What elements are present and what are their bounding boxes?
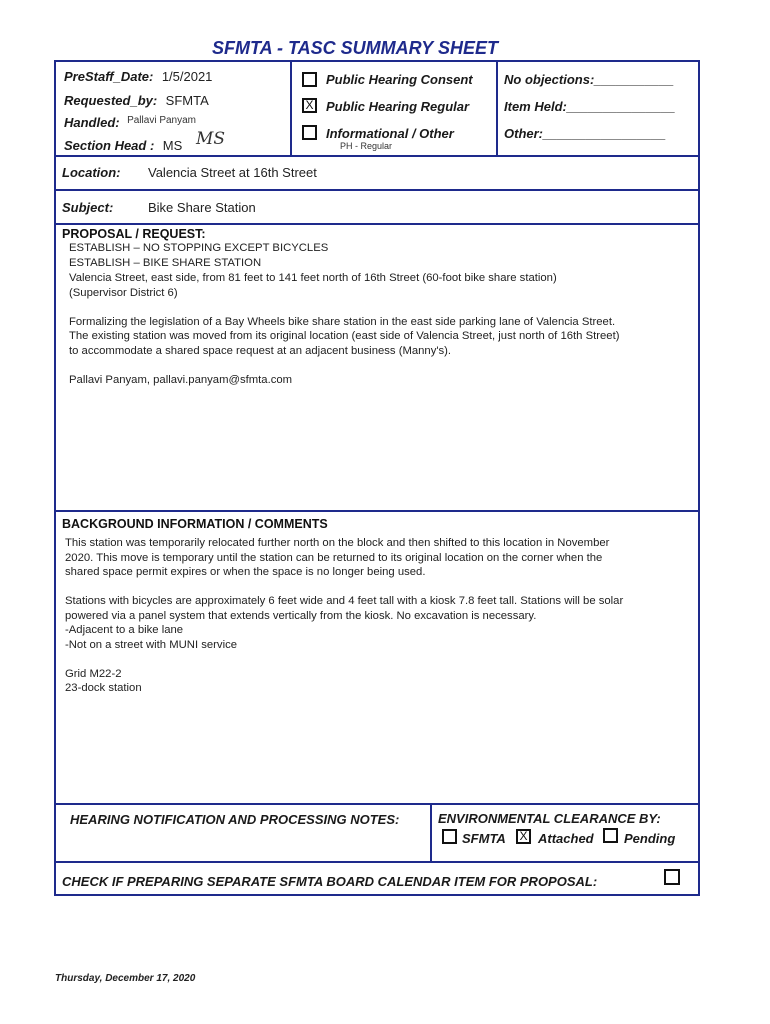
background-text: This station was temporarily relocated further north on the block and then shifted to this location in November 2020. This move is temporary until the station can be returned to its original location on the corner when the shared space permit expires or when the space is no longer being used. Stations with bicycles are approximately 6 feet wide and 4 feet tall with a kiosk 7.8 feet tall. Stations will be solar powered via a panel system that extends vertically from the kiosk. No excavation is necessary. -Adjacent to a bike lane -Not on a street with MUNI service Grid M22-2 23-dock station <box>65 537 624 694</box>
consent-checkbox[interactable] <box>302 72 317 87</box>
notes-divider <box>430 803 432 862</box>
env-attached-checkbox[interactable]: X <box>516 829 531 844</box>
subject-bottom-line <box>54 223 700 225</box>
proposal-text: Valencia Street, east side, from 81 feet to 141 feet north of 16th Street (60-foot bike share station) (Supervisor District 6) Formalizing the legislation of a Bay Wheels bike share station in the east side parking lane of Valencia Street. The existing station was moved from its original location (east side of Valencia Street, just north of 16th Street) to accommodate a shared space request at an adjacent business (Manny's). Pallavi Panyam, pallavi.panyam@sfmta.com <box>69 272 620 386</box>
background-heading: BACKGROUND INFORMATION / COMMENTS <box>62 517 328 531</box>
header-divider-2 <box>496 60 498 156</box>
location-bottom-line <box>54 189 700 191</box>
section-head-label: Section Head : <box>64 138 155 153</box>
prestaff-date-label: PreStaff_Date: <box>64 69 154 84</box>
prestaff-date-row <box>64 68 212 86</box>
section-head-signature: MS <box>196 129 226 149</box>
location-value: Valencia Street at 16th Street <box>148 165 317 180</box>
env-attached-label: Attached <box>538 831 594 846</box>
background-bottom-line <box>54 803 700 805</box>
requested-by-value: SFMTA <box>165 93 209 108</box>
prestaff-date-value: 1/5/2021 <box>161 69 213 84</box>
env-pending-checkbox[interactable] <box>603 828 618 843</box>
item-held-field: Item Held:_______________ <box>504 99 676 114</box>
proposal-line-1: ESTABLISH – NO STOPPING EXCEPT BICYCLES <box>69 242 329 254</box>
form-frame <box>54 60 700 896</box>
board-calendar-checkbox[interactable] <box>664 869 680 885</box>
proposal-heading: PROPOSAL / REQUEST: <box>62 227 206 241</box>
informational-checkbox[interactable] <box>302 125 317 140</box>
env-sfmta-label: SFMTA <box>462 831 506 846</box>
no-objections-field: No objections:___________ <box>504 72 674 87</box>
requested-by-row <box>64 92 209 110</box>
consent-label: Public Hearing Consent <box>326 72 473 87</box>
requested-by-label: Requested_by: <box>64 93 158 108</box>
proposal-line-2: ESTABLISH – BIKE SHARE STATION <box>69 257 262 269</box>
section-head-row <box>64 137 182 155</box>
footer-date: Thursday, December 17, 2020 <box>55 973 196 984</box>
handled-label: Handled: <box>64 115 120 130</box>
board-calendar-label: CHECK IF PREPARING SEPARATE SFMTA BOARD CALENDAR ITEM FOR PROPOSAL: <box>62 874 598 889</box>
other-field: Other:_________________ <box>504 126 666 141</box>
handled-row <box>64 114 196 132</box>
sheet-title: SFMTA - TASC SUMMARY SHEET <box>211 38 498 58</box>
env-sfmta-checkbox[interactable] <box>442 829 457 844</box>
env-pending-label: Pending <box>624 831 676 846</box>
subject-label: Subject: <box>62 200 114 215</box>
location-label: Location: <box>62 165 121 180</box>
env-clearance-label: ENVIRONMENTAL CLEARANCE BY: <box>438 811 661 826</box>
regular-label: Public Hearing Regular <box>326 99 470 114</box>
header-bottom-line <box>54 155 700 157</box>
handled-value: Pallavi Panyam <box>127 115 196 126</box>
hearing-note: PH - Regular <box>340 141 393 151</box>
section-head-value: MS <box>162 138 183 153</box>
header-divider-1 <box>290 60 292 156</box>
notes-bottom-line <box>54 861 700 863</box>
informational-label: Informational / Other <box>326 126 454 141</box>
hearing-notes-label: HEARING NOTIFICATION AND PROCESSING NOTES: <box>70 812 400 827</box>
proposal-bottom-line <box>54 510 700 512</box>
subject-value: Bike Share Station <box>148 200 256 215</box>
regular-checkbox[interactable]: X <box>302 98 317 113</box>
